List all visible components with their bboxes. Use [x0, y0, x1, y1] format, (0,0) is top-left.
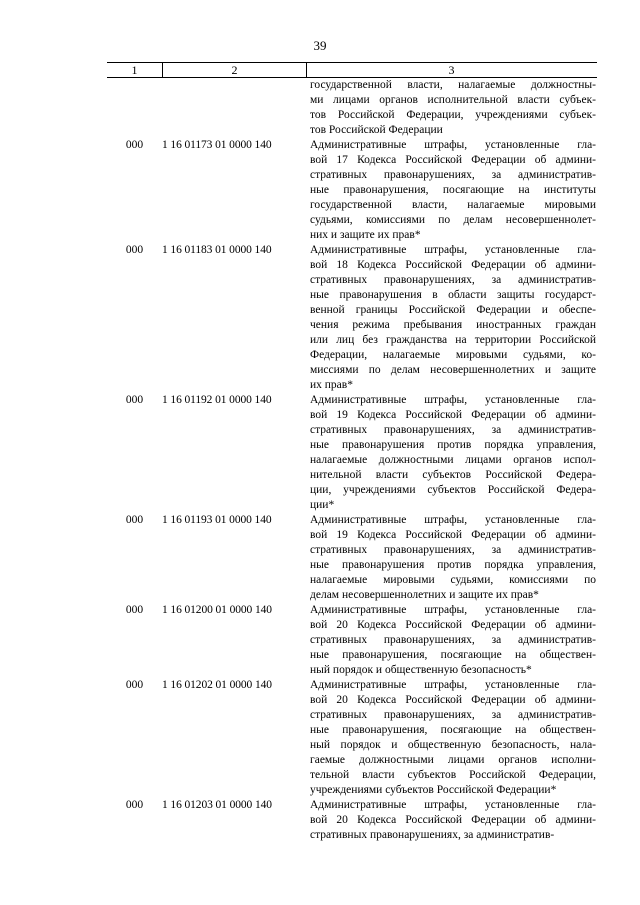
- description-line: ный порядок и общественную безопасность, нала-: [310, 739, 596, 751]
- description-line: тельной власти субъектов Российской Федерации,: [310, 769, 596, 781]
- column-header-3: 3: [448, 63, 455, 77]
- description-line: стративных правонарушениях, за административ-: [310, 709, 596, 721]
- description-line: Административные штрафы, установленные гла-: [310, 604, 596, 616]
- budget-classification-code-cell: 1 16 01173 01 0000 140: [162, 139, 272, 151]
- budget-classification-code-cell: 1 16 01193 01 0000 140: [162, 514, 272, 526]
- description-line: вой 20 Кодекса Российской Федерации об админи-: [310, 814, 596, 826]
- description-line: государственной власти, налагаемые должностны-: [310, 79, 596, 91]
- description-line: Административные штрафы, установленные гла-: [310, 139, 596, 151]
- description-line: ми лицами органов исполнительной власти субъек-: [310, 94, 596, 106]
- description-line: судьями, комиссиями по делам несовершеннолет-: [310, 214, 596, 226]
- description-line: вой 18 Кодекса Российской Федерации об админи-: [310, 259, 596, 271]
- admin-code-cell: 000: [125, 514, 144, 526]
- table-row: [107, 603, 597, 678]
- table-row: [107, 138, 597, 243]
- description-line: учреждениями субъектов Российской Федерации*: [310, 784, 557, 796]
- column-header-2: 2: [162, 63, 307, 77]
- description-line: Административные штрафы, установленные гла-: [310, 244, 596, 256]
- admin-code-cell: [107, 78, 162, 138]
- description-line: вой 19 Кодекса Российской Федерации об админи-: [310, 529, 596, 541]
- budget-classification-code-cell: 1 16 01203 01 0000 140: [162, 799, 272, 811]
- description-line: ные правонарушения против порядка управления,: [310, 559, 596, 571]
- budget-classification-code-cell: 1 16 01202 01 0000 140: [162, 679, 272, 691]
- income-description-cell: [306, 513, 596, 603]
- description-line: или лиц без гражданства на территории Российской: [310, 334, 596, 346]
- description-line: стративных правонарушениях, за административ-: [310, 424, 596, 436]
- table-row: [107, 243, 597, 393]
- description-line: Федерации, налагаемые мировыми судьями, ко-: [310, 349, 596, 361]
- description-line: Административные штрафы, установленные гла-: [310, 514, 596, 526]
- income-description-cell: [306, 78, 596, 138]
- description-line: них и защите их прав*: [310, 229, 421, 241]
- income-description-cell: [306, 138, 596, 243]
- description-line: налагаемые должностными лицами органов испол-: [310, 454, 596, 466]
- table-row: [107, 798, 597, 843]
- admin-code-cell: 000: [125, 679, 144, 691]
- description-line: стративных правонарушениях, за административ-: [310, 169, 596, 181]
- description-line: государственной власти, налагаемые мировыми: [310, 199, 596, 211]
- description-line: вой 19 Кодекса Российской Федерации об админи-: [310, 409, 596, 421]
- description-line: ные правонарушения против порядка управления,: [310, 439, 596, 451]
- admin-code-cell: 000: [125, 799, 144, 811]
- description-line: ные правонарушения, посягающие на обществен-: [310, 649, 596, 661]
- description-line: стративных правонарушениях, за административ-: [310, 544, 596, 556]
- description-line: чения режима пребывания иностранных граждан: [310, 319, 596, 331]
- description-line: тов Российской Федерации, учреждениями субъек-: [310, 109, 596, 121]
- description-line: их прав*: [310, 379, 353, 391]
- table-body: [107, 78, 597, 843]
- description-line: нительной власти субъектов Российской Федера-: [310, 469, 596, 481]
- budget-classification-code-cell: 1 16 01192 01 0000 140: [162, 394, 272, 406]
- description-line: тов Российской Федерации: [310, 124, 443, 136]
- description-line: вой 20 Кодекса Российской Федерации об админи-: [310, 694, 596, 706]
- description-line: ный порядок и общественную безопасность*: [310, 664, 532, 676]
- admin-code-cell: 000: [125, 604, 144, 616]
- description-line: налагаемые мировыми судьями, комиссиями по: [310, 574, 596, 586]
- description-line: ные правонарушения, посягающие на институты: [310, 184, 596, 196]
- description-line: Административные штрафы, установленные гла-: [310, 679, 596, 691]
- description-line: вой 17 Кодекса Российской Федерации об админи-: [310, 154, 596, 166]
- income-description-cell: [306, 678, 596, 798]
- budget-classification-code-cell: 1 16 01183 01 0000 140: [162, 244, 272, 256]
- description-line: ные правонарушения, посягающие на обществен-: [310, 724, 596, 736]
- table-row: [107, 393, 597, 513]
- table-row: [107, 513, 597, 603]
- admin-code-cell: 000: [125, 244, 144, 256]
- budget-classification-code-cell: [162, 78, 306, 138]
- table-header-row: [107, 62, 597, 78]
- income-description-cell: [306, 393, 596, 513]
- income-description-cell: [306, 243, 596, 393]
- description-line: вой 20 Кодекса Российской Федерации об админи-: [310, 619, 596, 631]
- description-line: венной границы Российской Федерации и обеспе-: [310, 304, 596, 316]
- description-line: Административные штрафы, установленные гла-: [310, 394, 596, 406]
- description-line: ные правонарушения в области защиты государст-: [310, 289, 596, 301]
- column-header-1: 1: [131, 63, 138, 77]
- description-line: стративных правонарушениях, за административ-: [310, 829, 555, 841]
- description-line: Административные штрафы, установленные гла-: [310, 799, 596, 811]
- income-description-cell: [306, 798, 596, 843]
- budget-classification-code-cell: 1 16 01200 01 0000 140: [162, 604, 272, 616]
- description-line: миссиями по делам несовершеннолетних и защите: [310, 364, 596, 376]
- description-line: гаемые должностными лицами органов исполни-: [310, 754, 596, 766]
- budget-code-table: [107, 62, 597, 843]
- description-line: стративных правонарушениях, за административ-: [310, 274, 596, 286]
- admin-code-cell: 000: [125, 394, 144, 406]
- description-line: стративных правонарушениях, за административ-: [310, 634, 596, 646]
- description-line: ции*: [310, 499, 335, 511]
- page-number: 39: [313, 38, 327, 53]
- description-line: делам несовершеннолетних и защите их прав*: [310, 589, 539, 601]
- table-row: [107, 78, 597, 138]
- admin-code-cell: 000: [125, 139, 144, 151]
- table-row: [107, 678, 597, 798]
- income-description-cell: [306, 603, 596, 678]
- description-line: ции, учреждениями субъектов Российской Федера-: [310, 484, 596, 496]
